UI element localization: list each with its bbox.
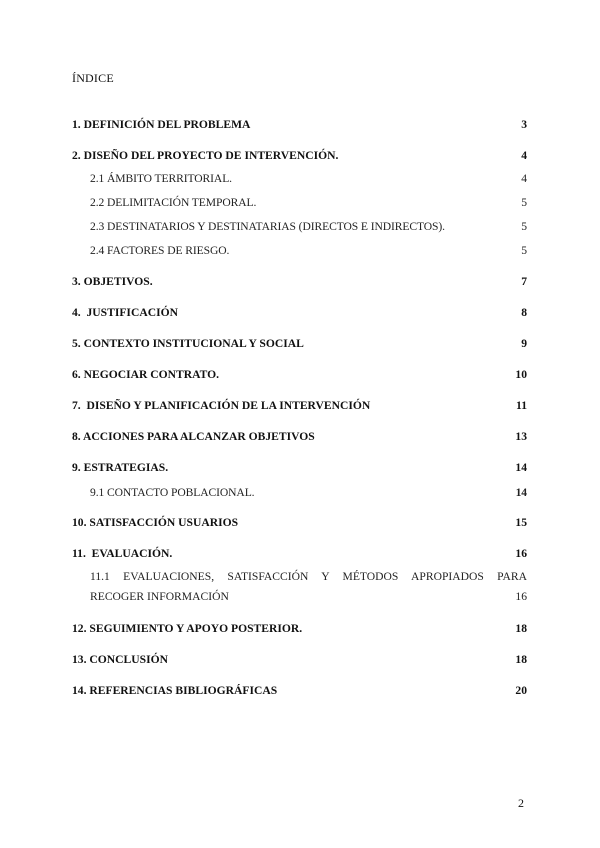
toc-entry-evaluacion[interactable] — [72, 547, 527, 560]
toc-entry-label-line1: 11.1 EVALUACIONES, SATISFACCIÓN Y MÉTODOS APROPIADOS PARA — [90, 570, 527, 583]
toc-entry-label: 2.4 FACTORES DE RIESGO. — [90, 244, 230, 257]
toc-entry-page: 16 — [515, 590, 527, 603]
toc-entry-label: 8. ACCIONES PARA ALCANZAR OBJETIVOS — [72, 430, 315, 443]
toc-subentry-factores-riesgo[interactable] — [90, 244, 527, 257]
toc-entry-label: 1. DEFINICIÓN DEL PROBLEMA — [72, 118, 251, 131]
toc-entry-label: 12. SEGUIMIENTO Y APOYO POSTERIOR. — [72, 622, 303, 635]
toc-subentry-ambito-territorial[interactable] — [90, 172, 527, 185]
toc-entry-label: 11. EVALUACIÓN. — [72, 547, 173, 560]
toc-entry-label-line2: RECOGER INFORMACIÓN — [90, 590, 229, 603]
toc-entry-page: 4 — [521, 149, 527, 162]
toc-entry-satisfaccion-usuarios[interactable] — [72, 516, 527, 529]
toc-entry-page: 14 — [515, 486, 527, 499]
toc-entry-label: 5. CONTEXTO INSTITUCIONAL Y SOCIAL — [72, 337, 304, 350]
toc-entry-page: 11 — [516, 399, 527, 412]
toc-entry-diseno-proyecto[interactable] — [72, 149, 527, 162]
toc-entry-label: 13. CONCLUSIÓN — [72, 653, 168, 666]
toc-subentry-delimitacion-temporal[interactable] — [90, 196, 527, 209]
toc-entry-seguimiento-apoyo[interactable] — [72, 622, 527, 635]
toc-entry-label: 10. SATISFACCIÓN USUARIOS — [72, 516, 239, 529]
toc-entry-label: 4. JUSTIFICACIÓN — [72, 306, 178, 319]
toc-entry-contexto-institucional[interactable] — [72, 337, 527, 350]
toc-entry-page: 20 — [515, 684, 527, 697]
toc-entry-definicion-problema[interactable] — [72, 118, 527, 131]
toc-entry-page: 5 — [521, 220, 527, 233]
toc-entry-label: 9.1 CONTACTO POBLACIONAL. — [90, 486, 255, 499]
toc-entry-justificacion[interactable] — [72, 306, 527, 319]
toc-entry-page: 5 — [521, 196, 527, 209]
toc-entry-label: 9. ESTRATEGIAS. — [72, 461, 169, 474]
toc-entry-label: 7. DISEÑO Y PLANIFICACIÓN DE LA INTERVENCIÓN — [72, 399, 371, 412]
toc-subentry-evaluaciones-metodos[interactable] — [90, 567, 527, 607]
toc-entry-page: 18 — [515, 653, 527, 666]
toc-entry-page: 13 — [515, 430, 527, 443]
toc-entry-page: 10 — [515, 368, 527, 381]
toc-entry-line2 — [90, 587, 527, 607]
toc-entry-page: 18 — [515, 622, 527, 635]
toc-subentry-contacto-poblacional[interactable] — [90, 486, 527, 499]
toc-entry-label: 2. DISEÑO DEL PROYECTO DE INTERVENCIÓN. — [72, 149, 339, 162]
toc-entry-negociar-contrato[interactable] — [72, 368, 527, 381]
toc-entry-estrategias[interactable] — [72, 461, 527, 474]
toc-entry-diseno-planificacion[interactable] — [72, 399, 527, 412]
toc-entry-page: 8 — [521, 306, 527, 319]
toc-subentry-destinatarios[interactable] — [90, 220, 527, 233]
toc-entry-page: 14 — [515, 461, 527, 474]
toc-entry-label: 2.1 ÁMBITO TERRITORIAL. — [90, 172, 232, 185]
toc-entry-label: 3. OBJETIVOS. — [72, 275, 153, 288]
toc-entry-page: 7 — [521, 275, 527, 288]
toc-entry-label: 2.3 DESTINATARIOS Y DESTINATARIAS (DIRECTOS E INDIRECTOS). — [90, 220, 445, 233]
toc-entry-page: 9 — [521, 337, 527, 350]
toc-entry-page: 5 — [521, 244, 527, 257]
toc-entry-page: 4 — [521, 172, 527, 185]
toc-entry-page: 3 — [521, 118, 527, 131]
toc-entry-acciones-objetivos[interactable] — [72, 430, 527, 443]
toc-entry-page: 16 — [515, 547, 527, 560]
toc-entry-objetivos[interactable] — [72, 275, 527, 288]
toc-entry-referencias[interactable] — [72, 684, 527, 697]
toc-entry-label: 6. NEGOCIAR CONTRATO. — [72, 368, 220, 381]
page-number: 2 — [518, 796, 524, 810]
toc-entry-page: 15 — [515, 516, 527, 529]
toc-entry-label: 14. REFERENCIAS BIBLIOGRÁFICAS — [72, 684, 278, 697]
toc-title: ÍNDICE — [72, 71, 114, 85]
toc-entry-conclusion[interactable] — [72, 653, 527, 666]
toc-entry-label: 2.2 DELIMITACIÓN TEMPORAL. — [90, 196, 257, 209]
